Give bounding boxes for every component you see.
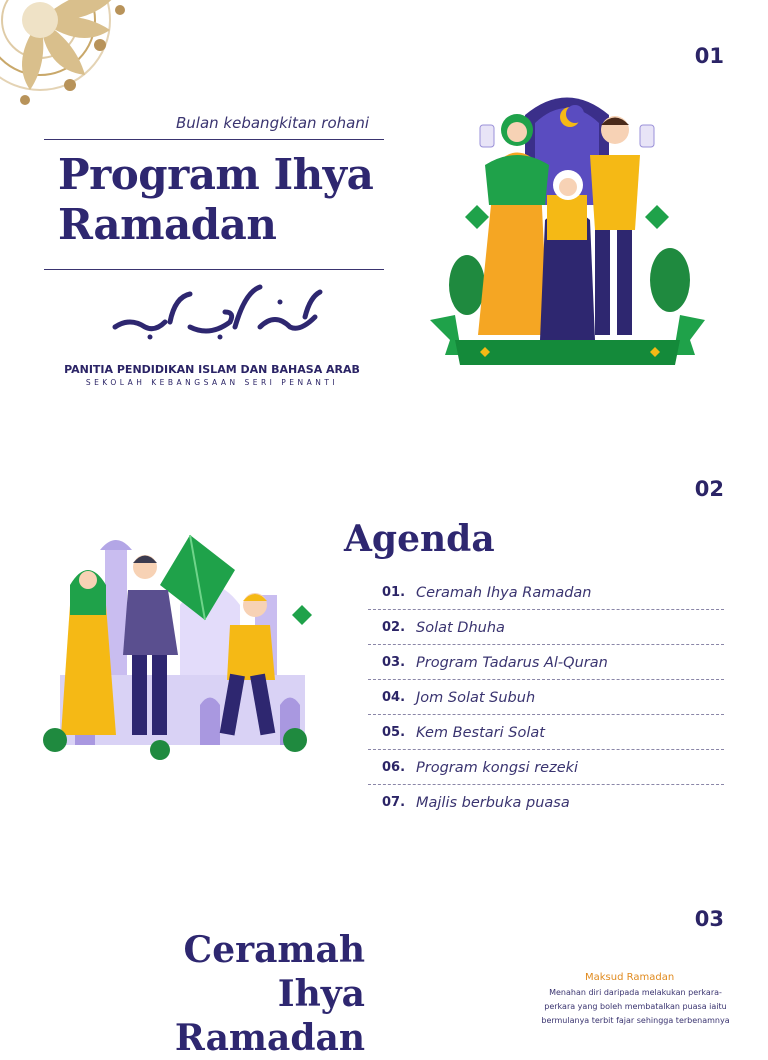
page-number: 01 — [694, 44, 724, 68]
item-label: Program kongsi rezeki — [416, 759, 579, 776]
list-item — [368, 681, 724, 715]
family-greeting-illustration-icon — [425, 85, 710, 375]
divider — [44, 269, 384, 270]
item-label: Ceramah Ihya Ramadan — [416, 584, 592, 601]
list-item — [368, 716, 724, 750]
divider — [44, 139, 384, 140]
ramadan-kareem-calligraphy-icon — [110, 282, 325, 342]
tagline: Bulan kebangkitan rohani — [176, 114, 370, 132]
item-label: Jom Solat Subuh — [416, 689, 536, 706]
school-name: SEKOLAH KEBANGSAAN SERI PENANTI — [85, 378, 339, 387]
item-label: Kem Bestari Solat — [416, 724, 545, 741]
item-number: 04. — [382, 690, 406, 705]
title-line-2: Ramadan — [58, 200, 277, 249]
family-ketupat-mosque-illustration-icon — [40, 525, 320, 760]
item-number: 06. — [382, 760, 406, 775]
title-line-1: Program Ihya — [58, 150, 374, 199]
section-title — [100, 928, 365, 1060]
page-number: 03 — [694, 907, 724, 931]
list-item — [368, 646, 724, 680]
item-number: 01. — [382, 585, 406, 600]
agenda-list — [368, 576, 724, 820]
item-label: Program Tadarus Al-Quran — [416, 654, 608, 671]
list-item — [368, 576, 724, 610]
list-item — [368, 611, 724, 645]
mandala-ornament-icon — [0, 0, 160, 150]
list-item — [368, 786, 724, 819]
definition-text: Menahan diri daripada melakukan perkara-perkara yang boleh membatalkan puasa iaitu bermulanya terbit fajar sehingga terbenamnya — [541, 988, 730, 1025]
page-number: 02 — [694, 477, 724, 501]
item-number: 02. — [382, 620, 406, 635]
item-label: Solat Dhuha — [416, 619, 505, 636]
item-number: 07. — [382, 795, 406, 810]
definition-heading: Maksud Ramadan — [585, 972, 675, 983]
agenda-heading: Agenda — [344, 518, 495, 560]
item-number: 05. — [382, 725, 406, 740]
item-label: Majlis berbuka puasa — [416, 794, 570, 811]
page-title — [58, 150, 388, 250]
item-number: 03. — [382, 655, 406, 670]
organizer-name: PANITIA PENDIDIKAN ISLAM DAN BAHASA ARAB — [64, 363, 360, 376]
title-line-2: Ramadan — [174, 1017, 365, 1059]
list-item — [368, 751, 724, 785]
title-line-1: Ceramah Ihya — [183, 929, 365, 1015]
